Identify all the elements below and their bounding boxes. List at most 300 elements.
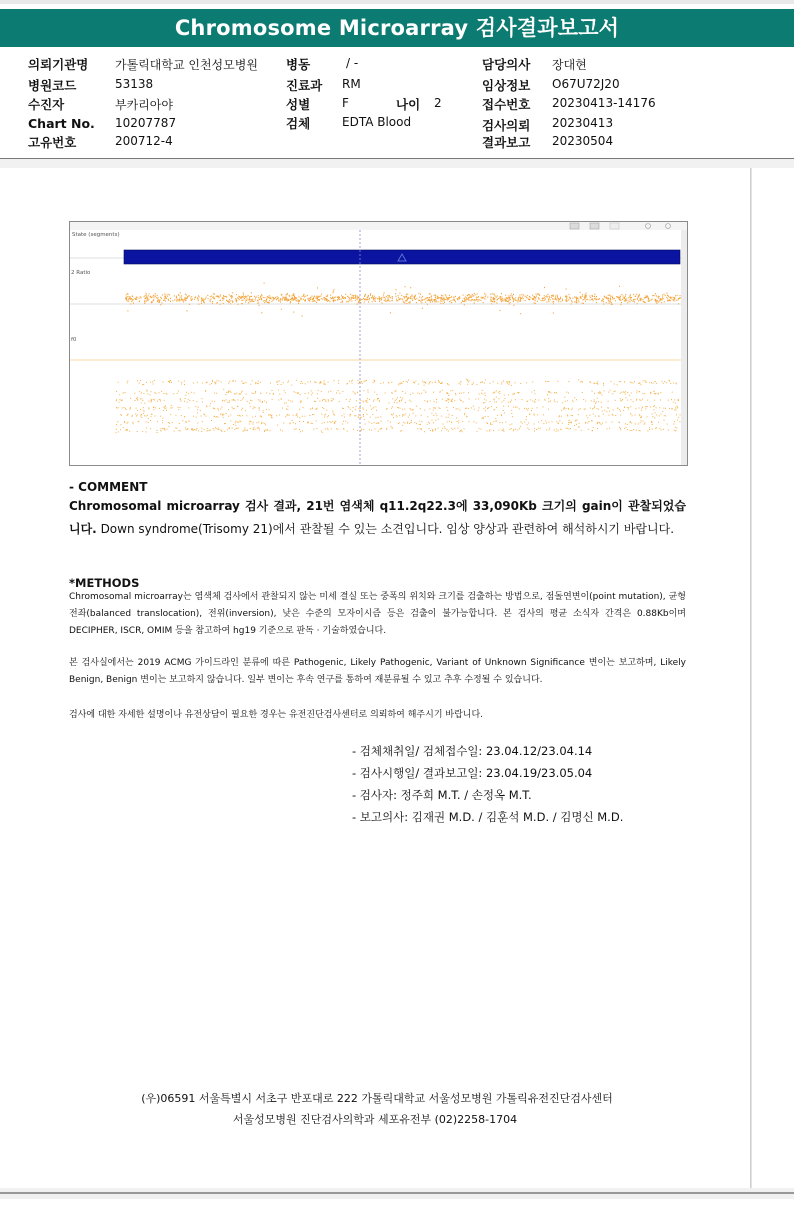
- baf-point: [137, 399, 138, 400]
- ratio-point: [395, 293, 396, 294]
- ratio-point: [492, 301, 493, 302]
- ratio-point: [242, 296, 243, 297]
- baf-point: [186, 421, 187, 422]
- baf-point: [612, 415, 613, 416]
- baf-point: [301, 381, 302, 382]
- baf-point: [571, 415, 572, 416]
- baf-point: [372, 408, 373, 409]
- baf-point: [666, 382, 667, 383]
- baf-point: [178, 391, 179, 392]
- ratio-point: [467, 299, 468, 300]
- ratio-point: [628, 300, 629, 301]
- ratio-point: [536, 294, 537, 295]
- baf-point: [577, 420, 578, 421]
- department-label: 진료과: [286, 78, 323, 93]
- baf-point: [641, 410, 642, 411]
- baf-point: [146, 391, 147, 392]
- baf-point: [363, 429, 364, 430]
- ratio-point: [553, 312, 554, 313]
- ratio-point: [236, 300, 237, 301]
- ratio-point: [349, 299, 350, 300]
- ratio-point: [398, 295, 399, 296]
- ratio-point: [587, 299, 588, 300]
- ratio-point: [220, 304, 221, 305]
- baf-point: [600, 392, 601, 393]
- ratio-point: [451, 300, 452, 301]
- baf-point: [559, 420, 560, 421]
- ratio-point: [576, 302, 577, 303]
- ratio-point: [348, 297, 349, 298]
- ratio-point: [187, 296, 188, 297]
- baf-point: [137, 397, 138, 398]
- baf-point: [253, 408, 254, 409]
- baf-point: [233, 400, 234, 401]
- baf-point: [449, 385, 450, 386]
- baf-point: [606, 411, 607, 412]
- ratio-point: [551, 297, 552, 298]
- baf-point: [415, 415, 416, 416]
- ratio-point: [385, 299, 386, 300]
- ratio-point: [136, 298, 137, 299]
- ratio-point: [405, 286, 406, 287]
- baf-point: [608, 401, 609, 402]
- baf-point: [524, 408, 525, 409]
- baf-point: [580, 408, 581, 409]
- ratio-point: [523, 294, 524, 295]
- baf-point: [152, 414, 153, 415]
- baf-point: [187, 402, 188, 403]
- ratio-point: [210, 300, 211, 301]
- ratio-point: [330, 301, 331, 302]
- ratio-point: [624, 297, 625, 298]
- ratio-point: [500, 297, 501, 298]
- baf-point: [217, 429, 218, 430]
- ratio-point: [427, 304, 428, 305]
- ratio-point: [165, 296, 166, 297]
- baf-point: [632, 382, 633, 383]
- age-label: 나이: [396, 97, 421, 112]
- specimen-label: 검체: [286, 116, 311, 131]
- baf-point: [296, 413, 297, 414]
- ratio-point: [580, 297, 581, 298]
- ratio-point: [392, 296, 393, 297]
- ratio-point: [571, 303, 572, 304]
- baf-point: [627, 400, 628, 401]
- baf-point: [513, 429, 514, 430]
- ratio-point: [207, 295, 208, 296]
- ratio-point: [576, 301, 577, 302]
- baf-point: [332, 410, 333, 411]
- ratio-point: [377, 298, 378, 299]
- baf-point: [231, 392, 232, 393]
- baf-point: [163, 393, 164, 394]
- baf-point: [576, 424, 577, 425]
- baf-point: [228, 383, 229, 384]
- baf-point: [266, 409, 267, 410]
- baf-point: [233, 408, 234, 409]
- baf-point: [240, 421, 241, 422]
- ratio-point: [446, 297, 447, 298]
- baf-point: [167, 429, 168, 430]
- baf-point: [286, 409, 287, 410]
- ratio-point: [494, 299, 495, 300]
- ratio-point: [508, 297, 509, 298]
- baf-point: [529, 429, 530, 430]
- baf-point: [654, 417, 655, 418]
- baf-point: [593, 414, 594, 415]
- ratio-point: [585, 295, 586, 296]
- baf-point: [412, 393, 413, 394]
- ratio-point: [539, 295, 540, 296]
- baf-point: [442, 390, 443, 391]
- baf-point: [273, 394, 274, 395]
- ratio-point: [337, 299, 338, 300]
- ratio-point: [671, 298, 672, 299]
- ratio-point: [408, 302, 409, 303]
- baf-point: [391, 408, 392, 409]
- ratio-point: [429, 293, 430, 294]
- baf-point: [336, 393, 337, 394]
- ratio-point: [351, 301, 352, 302]
- baf-point: [225, 423, 226, 424]
- department-value: RM: [342, 77, 361, 91]
- ratio-point: [574, 296, 575, 297]
- ratio-point: [213, 293, 214, 294]
- baf-point: [264, 401, 265, 402]
- baf-point: [364, 419, 365, 420]
- baf-point: [188, 407, 189, 408]
- ratio-point: [231, 297, 232, 298]
- ratio-point: [238, 298, 239, 299]
- ratio-point: [267, 297, 268, 298]
- ratio-point: [381, 297, 382, 298]
- ratio-point: [180, 297, 181, 298]
- baf-point: [294, 429, 295, 430]
- baf-point: [324, 384, 325, 385]
- ratio-point: [258, 302, 259, 303]
- baf-point: [468, 392, 469, 393]
- baf-point: [572, 415, 573, 416]
- baf-point: [330, 422, 331, 423]
- ratio-point: [128, 299, 129, 300]
- state-track-label: State (segments): [72, 232, 120, 238]
- ratio-point: [441, 301, 442, 302]
- ratio-point: [317, 298, 318, 299]
- microarray-plot-svg: [70, 222, 687, 465]
- ratio-point: [566, 289, 567, 290]
- baf-point: [420, 424, 421, 425]
- baf-point: [312, 393, 313, 394]
- baf-point: [505, 422, 506, 423]
- ratio-point: [327, 301, 328, 302]
- ratio-point: [220, 300, 221, 301]
- ratio-point: [514, 299, 515, 300]
- comment-interpretation: Down syndrome(Trisomy 21)에서 관찰될 수 있는 소견입니다. 임상 양상과 관련하여 해석하시기 바랍니다.: [96, 522, 675, 536]
- baf-point: [144, 411, 145, 412]
- baf-point: [352, 411, 353, 412]
- baf-point: [647, 400, 648, 401]
- ratio-point: [201, 303, 202, 304]
- baf-point: [250, 400, 251, 401]
- baf-point: [393, 413, 394, 414]
- baf-point: [237, 399, 238, 400]
- baf-point: [543, 407, 544, 408]
- ratio-point: [443, 299, 444, 300]
- ratio-point: [310, 299, 311, 300]
- ratio-point: [398, 297, 399, 298]
- ratio-point: [468, 297, 469, 298]
- baf-point: [548, 398, 549, 399]
- baf-point: [353, 429, 354, 430]
- baf-point: [357, 430, 358, 431]
- baf-point: [601, 407, 602, 408]
- ratio-point: [273, 300, 274, 301]
- baf-point: [165, 405, 166, 406]
- baf-point: [400, 431, 401, 432]
- baf-point: [249, 421, 250, 422]
- ratio-point: [230, 303, 231, 304]
- ratio-point: [282, 296, 283, 297]
- baf-point: [334, 380, 335, 381]
- ratio-point: [285, 297, 286, 298]
- ratio-point: [292, 297, 293, 298]
- baf-point: [117, 421, 118, 422]
- baf-point: [517, 429, 518, 430]
- baf-point: [508, 381, 509, 382]
- ratio-point: [638, 296, 639, 297]
- baf-point: [321, 431, 322, 432]
- baf-point: [424, 410, 425, 411]
- baf-point: [424, 385, 425, 386]
- ratio-point: [228, 302, 229, 303]
- baf-point: [132, 415, 133, 416]
- ratio-point: [638, 300, 639, 301]
- ratio-point: [512, 295, 513, 296]
- baf-point: [362, 383, 363, 384]
- ratio-point: [211, 299, 212, 300]
- baf-point: [510, 429, 511, 430]
- baf-point: [282, 408, 283, 409]
- ratio-point: [160, 300, 161, 301]
- ratio-point: [252, 299, 253, 300]
- ratio-point: [472, 294, 473, 295]
- baf-point: [298, 392, 299, 393]
- baf-point: [166, 410, 167, 411]
- ratio-point: [508, 295, 509, 296]
- ratio-point: [468, 294, 469, 295]
- ratio-point: [292, 295, 293, 296]
- ratio-point: [147, 298, 148, 299]
- baf-point: [181, 415, 182, 416]
- baf-point: [395, 391, 396, 392]
- baf-point: [424, 381, 425, 382]
- baf-point: [143, 393, 144, 394]
- baf-point: [216, 416, 217, 417]
- baf-point: [621, 400, 622, 401]
- baf-point: [295, 423, 296, 424]
- baf-point: [271, 415, 272, 416]
- ratio-point: [157, 301, 158, 302]
- ratio-point: [352, 295, 353, 296]
- baf-point: [299, 429, 300, 430]
- baf-point: [125, 392, 126, 393]
- baf-point: [446, 417, 447, 418]
- hospital-code-value: 53138: [115, 77, 154, 91]
- baf-point: [378, 431, 379, 432]
- baf-point: [380, 428, 381, 429]
- baf-point: [141, 414, 142, 415]
- baf-point: [590, 408, 591, 409]
- baf-point: [280, 429, 281, 430]
- baf-point: [498, 398, 499, 399]
- baf-point: [376, 394, 377, 395]
- ratio-point: [560, 301, 561, 302]
- ratio-point: [357, 299, 358, 300]
- baf-point: [196, 430, 197, 431]
- baf-point: [517, 407, 518, 408]
- ratio-point: [218, 296, 219, 297]
- ratio-point: [680, 297, 681, 298]
- ratio-point: [424, 299, 425, 300]
- baf-point: [640, 384, 641, 385]
- ratio-point: [566, 297, 567, 298]
- ratio-point: [153, 295, 154, 296]
- ratio-point: [296, 300, 297, 301]
- baf-point: [549, 429, 550, 430]
- baf-point: [635, 414, 636, 415]
- ratio-point: [470, 297, 471, 298]
- baf-point: [646, 382, 647, 383]
- ratio-point: [518, 299, 519, 300]
- baf-point: [269, 409, 270, 410]
- ratio-point: [595, 299, 596, 300]
- ratio-point: [190, 298, 191, 299]
- baf-point: [503, 406, 504, 407]
- ratio-point: [677, 295, 678, 296]
- ratio-point: [620, 298, 621, 299]
- ratio-point: [483, 297, 484, 298]
- baf-point: [652, 429, 653, 430]
- baf-point: [334, 423, 335, 424]
- baf-point: [385, 393, 386, 394]
- baf-point: [123, 407, 124, 408]
- baf-point: [223, 417, 224, 418]
- baf-point: [496, 390, 497, 391]
- baf-point: [541, 420, 542, 421]
- ratio-point: [422, 308, 423, 309]
- baf-point: [579, 423, 580, 424]
- baf-point: [527, 427, 528, 428]
- baf-point: [236, 393, 237, 394]
- baf-point: [431, 413, 432, 414]
- baf-point: [252, 380, 253, 381]
- baf-point: [142, 398, 143, 399]
- baf-point: [664, 381, 665, 382]
- baf-point: [655, 393, 656, 394]
- baf-point: [137, 400, 138, 401]
- baf-point: [159, 408, 160, 409]
- baf-point: [162, 428, 163, 429]
- ratio-point: [612, 296, 613, 297]
- baf-point: [316, 420, 317, 421]
- baf-point: [499, 422, 500, 423]
- ratio-point: [535, 297, 536, 298]
- baf-point: [193, 416, 194, 417]
- baf-point: [558, 430, 559, 431]
- ratio-point: [437, 296, 438, 297]
- baf-point: [416, 406, 417, 407]
- ratio-point: [537, 294, 538, 295]
- ratio-point: [270, 297, 271, 298]
- baf-point: [433, 392, 434, 393]
- baf-point: [642, 407, 643, 408]
- ratio-point: [313, 298, 314, 299]
- baf-point: [235, 381, 236, 382]
- baf-point: [630, 413, 631, 414]
- baf-point: [471, 407, 472, 408]
- baf-point: [449, 414, 450, 415]
- baf-point: [531, 410, 532, 411]
- baf-point: [485, 379, 486, 380]
- ratio-point: [236, 294, 237, 295]
- request-date-label: 검사의뢰: [482, 118, 531, 133]
- ratio-point: [569, 294, 570, 295]
- baf-point: [388, 420, 389, 421]
- baf-point: [193, 383, 194, 384]
- age-value: 2: [434, 96, 442, 110]
- baf-point: [391, 382, 392, 383]
- baf-point: [216, 428, 217, 429]
- ratio-point: [259, 305, 260, 306]
- baf-point: [503, 380, 504, 381]
- baf-point: [403, 415, 404, 416]
- baf-point: [652, 422, 653, 423]
- ratio-point: [674, 297, 675, 298]
- ratio-point: [422, 300, 423, 301]
- ratio-point: [416, 298, 417, 299]
- ratio-point: [399, 299, 400, 300]
- baf-point: [538, 422, 539, 423]
- ratio-point: [226, 296, 227, 297]
- baf-point: [380, 383, 381, 384]
- baf-point: [242, 415, 243, 416]
- ratio-point: [412, 300, 413, 301]
- baf-point: [578, 414, 579, 415]
- baf-point: [435, 408, 436, 409]
- test-dates: - 검사시행일/ 결과보고일: 23.04.19/23.05.04: [352, 766, 593, 780]
- baf-point: [543, 423, 544, 424]
- baf-point: [556, 429, 557, 430]
- ratio-point: [232, 292, 233, 293]
- baf-point: [554, 401, 555, 402]
- baf-point: [543, 414, 544, 415]
- ratio-point: [508, 300, 509, 301]
- baf-point: [668, 430, 669, 431]
- baf-point: [325, 400, 326, 401]
- baf-point: [163, 410, 164, 411]
- baf-point: [349, 401, 350, 402]
- methods-heading: *METHODS: [69, 576, 140, 590]
- ratio-point: [585, 301, 586, 302]
- ratio-point: [384, 292, 385, 293]
- baf-point: [212, 380, 213, 381]
- baf-point: [517, 392, 518, 393]
- baf-point: [408, 417, 409, 418]
- baf-point: [526, 416, 527, 417]
- baf-point: [567, 416, 568, 417]
- ratio-point: [464, 304, 465, 305]
- ratio-point: [652, 295, 653, 296]
